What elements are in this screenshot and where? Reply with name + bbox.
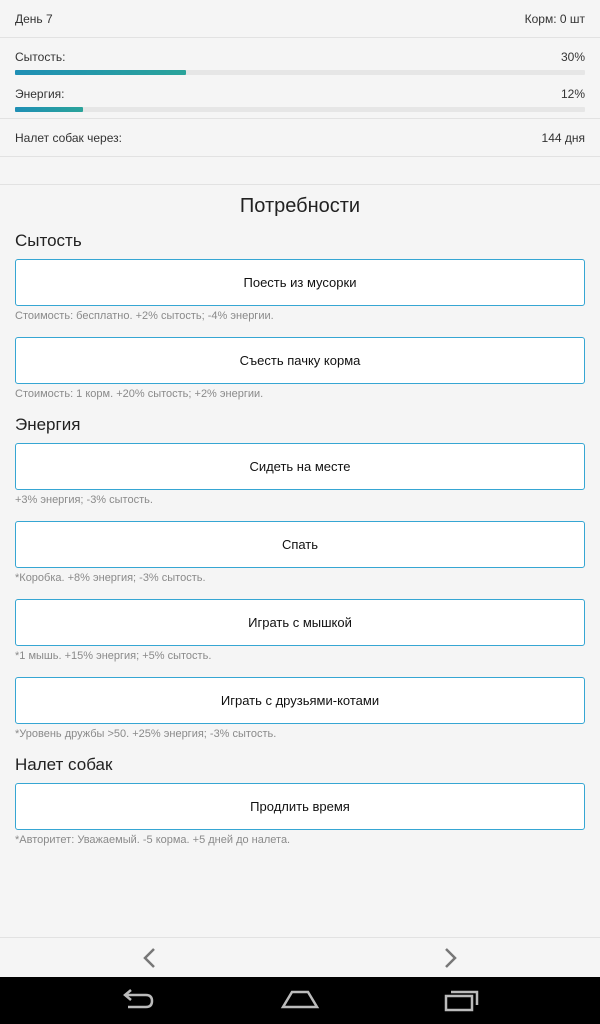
sit-still-button[interactable]: Сидеть на месте xyxy=(15,443,585,490)
page-navigation xyxy=(0,937,600,977)
eat-food-pack-note: Стоимость: 1 корм. +20% сытость; +2% энергии. xyxy=(15,388,264,400)
energy-progress-fill xyxy=(15,107,83,112)
extend-time-button[interactable]: Продлить время xyxy=(15,783,585,830)
section-dog-raid: Налет собак xyxy=(15,755,113,774)
energy-progress-bar xyxy=(15,107,585,112)
chevron-right-icon[interactable] xyxy=(440,946,460,970)
eat-from-trash-button[interactable]: Поесть из мусорки xyxy=(15,259,585,306)
eat-from-trash-note: Стоимость: бесплатно. +2% сытость; -4% энергии. xyxy=(15,310,274,322)
home-icon[interactable] xyxy=(280,987,320,1018)
dog-raid-row xyxy=(0,119,600,157)
extend-time-note: *Авторитет: Уважаемый. -5 корма. +5 дней до налета. xyxy=(15,834,291,846)
section-satiety: Сытость xyxy=(15,231,82,250)
section-energy: Энергия xyxy=(15,415,81,434)
satiety-row xyxy=(15,50,585,64)
play-with-cat-friends-note: *Уровень дружбы >50. +25% энергия; -3% сытость. xyxy=(15,728,277,740)
energy-value: 12% xyxy=(560,87,585,101)
play-with-mouse-button[interactable]: Играть с мышкой xyxy=(15,599,585,646)
chevron-left-icon[interactable] xyxy=(140,946,160,970)
day-counter: День 7 xyxy=(15,11,53,26)
food-counter: Корм: 0 шт xyxy=(524,11,585,26)
energy-label: Энергия: xyxy=(15,87,65,101)
dog-raid-value: 144 дня xyxy=(541,130,585,145)
satiety-value: 30% xyxy=(560,50,585,64)
play-with-cat-friends-button[interactable]: Играть с друзьями-котами xyxy=(15,677,585,724)
eat-food-pack-button[interactable]: Съесть пачку корма xyxy=(15,337,585,384)
recents-icon[interactable] xyxy=(442,987,482,1018)
needs-panel xyxy=(0,195,600,855)
stats-panel xyxy=(0,38,600,119)
sleep-note: *Коробка. +8% энергия; -3% сытость. xyxy=(15,572,206,584)
divider xyxy=(0,157,600,185)
top-status-bar xyxy=(0,0,600,38)
energy-row xyxy=(15,87,585,101)
back-icon[interactable] xyxy=(118,987,158,1018)
needs-title: Потребности xyxy=(239,195,361,217)
dog-raid-label: Налет собак через: xyxy=(15,130,122,145)
satiety-progress-bar xyxy=(15,70,585,75)
satiety-progress-fill xyxy=(15,70,186,75)
sleep-button[interactable]: Спать xyxy=(15,521,585,568)
satiety-label: Сытость: xyxy=(15,50,66,64)
system-navigation-bar xyxy=(0,977,600,1024)
sit-still-note: +3% энергия; -3% сытость. xyxy=(15,494,153,506)
play-with-mouse-note: *1 мышь. +15% энергия; +5% сытость. xyxy=(15,650,212,662)
